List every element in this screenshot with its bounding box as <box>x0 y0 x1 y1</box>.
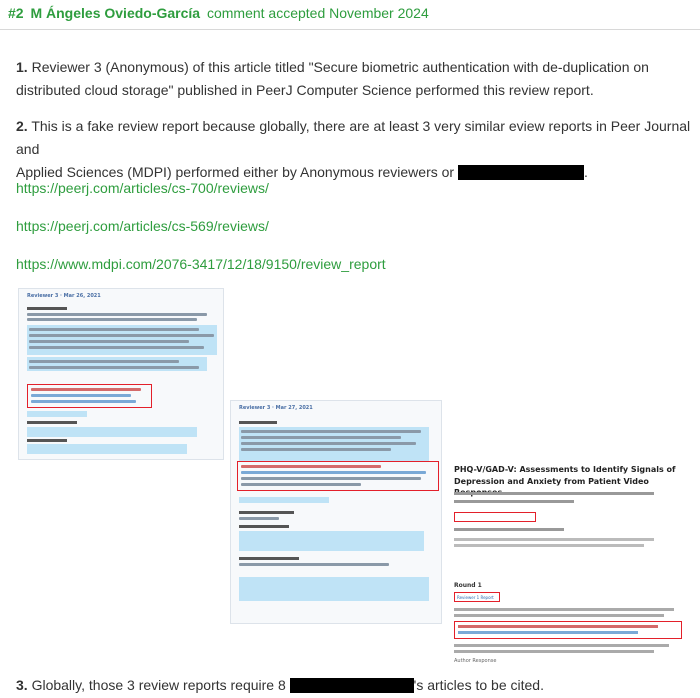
point-1-line1: Reviewer 3 (Anonymous) of this article titled "Secure biometric authentication with de-duplication on <box>31 59 649 75</box>
comment-header <box>8 4 429 22</box>
paper-title-line1: PHQ-V/GAD-V: Assessments to Identify Signals of <box>454 465 676 474</box>
point-1 <box>16 56 692 102</box>
left-reviewer-label: Reviewer 3 · Mar 26, 2021 <box>27 293 101 299</box>
redacted-name-box <box>458 165 584 180</box>
right-report-box <box>454 592 500 602</box>
right-annotation-box <box>454 621 682 639</box>
reviewer-report-label: Reviewer 1 Report <box>457 595 494 600</box>
point-1-line2: distributed cloud storage" published in PeerJ Computer Science performed this review report. <box>16 82 594 98</box>
review-screenshot-right <box>448 460 688 680</box>
redacted-author-box <box>290 678 414 693</box>
point-3 <box>16 674 692 697</box>
comment-author[interactable]: M Ángeles Oviedo-García <box>30 5 201 21</box>
link-cs-569-reviews[interactable]: https://peerj.com/articles/cs-569/reviews/ <box>16 218 269 234</box>
author-response-label: Author Response <box>454 658 497 664</box>
round-label: Round 1 <box>454 582 482 589</box>
paper-title-line2: Depression and Anxiety from Patient Video <box>454 477 649 486</box>
point-2-line1: This is a fake review report because globally, there are at least 3 very similar eview reports in Peer Journal and <box>16 118 691 157</box>
point-3-text-b: 's articles to be cited. <box>413 677 544 693</box>
point-3-number: 3. <box>16 677 28 693</box>
header-divider <box>0 29 700 30</box>
review-screenshot-middle <box>230 400 442 624</box>
point-2-number: 2. <box>16 118 28 134</box>
point-1-number: 1. <box>16 59 28 75</box>
middle-reviewer-label: Reviewer 3 · Mar 27, 2021 <box>239 405 313 411</box>
point-2-line2: Applied Sciences (MDPI) performed either by Anonymous reviewers or <box>16 164 455 180</box>
review-screenshot-left <box>18 288 224 460</box>
point-2 <box>16 115 692 184</box>
comment-status: comment accepted November 2024 <box>206 5 429 21</box>
comment-number[interactable]: #2 <box>8 5 24 21</box>
point-2-period: . <box>583 164 588 180</box>
link-cs-700-reviews[interactable]: https://peerj.com/articles/cs-700/reviews/ <box>16 180 269 196</box>
right-reviewer-box <box>454 512 536 522</box>
point-3-text-a: Globally, those 3 review reports require 8 <box>31 677 286 693</box>
link-mdpi-review-report[interactable]: https://www.mdpi.com/2076-3417/12/18/9150/review_report <box>16 256 386 272</box>
